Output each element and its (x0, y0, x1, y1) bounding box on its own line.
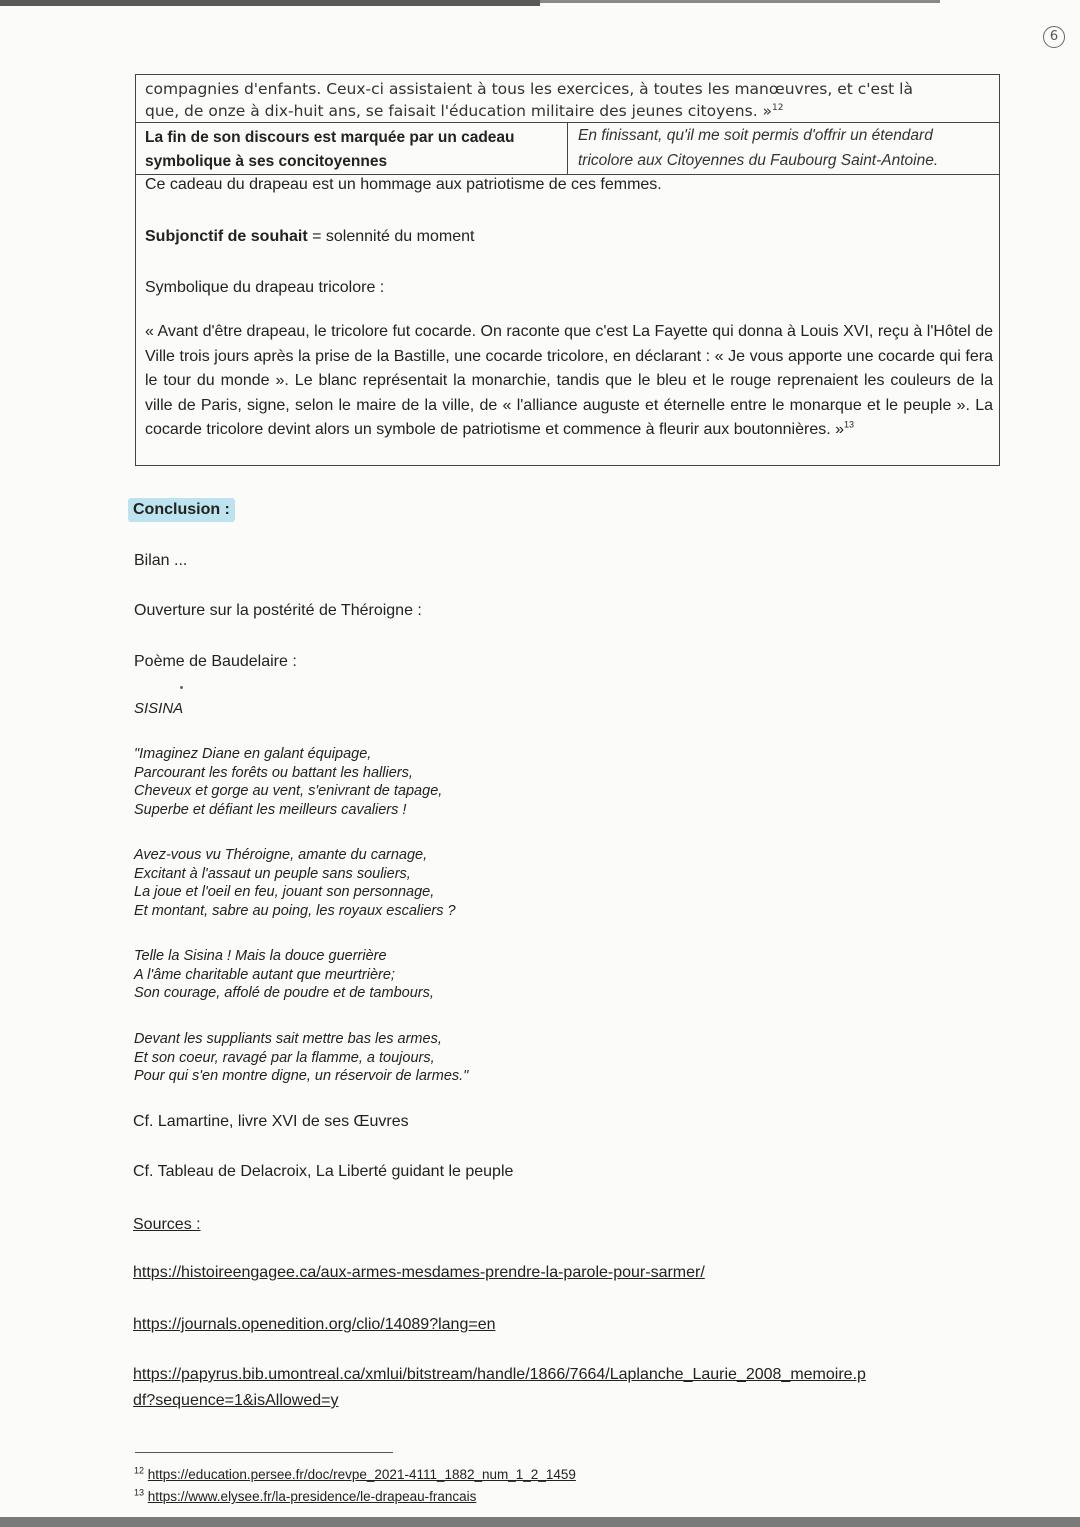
source-link-openedition[interactable]: https://journals.openedition.org/clio/14089?lang=en (133, 1316, 496, 1333)
table-left-cell (145, 126, 515, 174)
poem-line: A l'âme charitable autant que meurtrière; (134, 966, 395, 983)
poem-line: Parcourant les forêts ou battant les halliers, (134, 764, 413, 781)
poem-line: La joue et l'oeil en feu, jouant son personnage, (134, 884, 435, 900)
subjonctif-note: Subjonctif de souhait = solennité du moment (145, 228, 475, 245)
poem-stanza-2 (134, 846, 456, 920)
footnote-number: 12 (134, 1465, 145, 1476)
poem-line: Et son coeur, ravagé par la flamme, a toujours, (134, 1049, 435, 1066)
cf-delacroix: Cf. Tableau de Delacroix, La Liberté guidant le peuple (133, 1163, 514, 1180)
poem-stanza-4 (134, 1030, 468, 1086)
page-number: 6 (1043, 26, 1065, 48)
source-link-papyrus-continued[interactable]: df?sequence=1&isAllowed=y (133, 1392, 339, 1409)
poem-title: SISINA (134, 700, 184, 717)
bilan-text: Bilan ... (134, 552, 188, 569)
quote-continuation (145, 78, 913, 122)
scan-speck (180, 686, 183, 689)
poem-intro: Poème de Baudelaire : (134, 653, 297, 670)
cf-lamartine: Cf. Lamartine, livre XVI de ses Œuvres (133, 1113, 409, 1130)
poem-stanza-1 (134, 745, 442, 819)
poem-line: Avez-vous vu Théroigne, amante du carnage, (134, 847, 428, 863)
poem-line: Devant les suppliants sait mettre bas les armes, (134, 1031, 442, 1047)
poem-line: Telle la Sisina ! Mais la douce guerrière (134, 948, 387, 964)
cell-line: La fin de son discours est marquée par un cadeau (145, 129, 515, 146)
table-right-cell-quote (578, 123, 938, 173)
poem-stanza-3 (134, 947, 434, 1003)
footnote-ref: 13 (844, 419, 855, 430)
conclusion-heading: Conclusion : (128, 498, 235, 522)
footnote-separator (135, 1452, 393, 1453)
source-link-histoireengagee[interactable]: https://histoireengagee.ca/aux-armes-mesdames-prendre-la-parole-pour-sarmer/ (133, 1264, 705, 1281)
symbolique-quote: « Avant d'être drapeau, le tricolore fut cocarde. On raconte que c'est La Fayette qui donna à Louis XVI, reçu à l'Hôtel de Ville trois jours après la prise de la Bastille, une cocarde tricolore, en déclarant : « Je vous apporte une cocarde qui fera le tour du monde ». Le blanc représentait la monarchie, tandis que le bleu et le rouge reprenaient les couleurs de la ville de Paris, signe, selon le maire de la ville, de « l'alliance auguste et éternelle entre le monarque et le peuple ». La cocarde tricolore devint alors un symbole de patriotisme et commence à fleurir aux boutonnières. »$^{13}$ (145, 323, 993, 438)
poem-line: Pour qui s'en montre digne, un réservoir de larmes." (134, 1068, 469, 1084)
footnote-12 (134, 1466, 576, 1484)
cell-line: tricolore aux Citoyennes du Faubourg Saint-Antoine. (578, 152, 939, 169)
cell-line: symbolique à ses concitoyennes (145, 153, 388, 170)
poem-line: Son courage, affolé de poudre et de tambours, (134, 985, 434, 1001)
cell-line: En finissant, qu'il me soit permis d'offrir un étendard (578, 127, 933, 144)
poem-line: Superbe et défiant les meilleurs cavaliers ! (134, 801, 407, 818)
footnote-13 (134, 1488, 476, 1506)
poem-line: "Imaginez Diane en galant équipage, (134, 746, 372, 762)
quote-line: compagnies d'enfants. Ceux-ci assistaient à tous les exercices, à toutes les manœuvres, et c'est là (145, 80, 913, 98)
footnote-number: 13 (134, 1487, 145, 1498)
poem-line: Et montant, sabre au poing, les royaux escaliers ? (134, 902, 456, 919)
poem-line: Cheveux et gorge au vent, s'enivrant de tapage, (134, 783, 443, 799)
scan-edge-top (0, 0, 540, 6)
footnote-link[interactable]: https://education.persee.fr/doc/revpe_2021-4111_1882_num_1_2_1459 (147, 1467, 576, 1482)
sources-heading: Sources : (133, 1216, 201, 1233)
table-column-divider (567, 122, 568, 174)
table-note: Ce cadeau du drapeau est un hommage aux patriotisme de ces femmes. (145, 176, 662, 193)
ouverture-text: Ouverture sur la postérité de Théroigne : (134, 602, 422, 619)
source-link-papyrus[interactable]: https://papyrus.bib.umontreal.ca/xmlui/bitstream/handle/1866/7664/Laplanche_Laurie_2008_memoire.p (133, 1366, 866, 1383)
symbolique-title: Symbolique du drapeau tricolore : (145, 279, 385, 296)
scan-edge-top (540, 0, 940, 3)
footnote-ref: 12 (772, 102, 784, 113)
footnote-link[interactable]: https://www.elysee.fr/la-presidence/le-drapeau-francais (147, 1489, 477, 1504)
poem-line: Excitant à l'assaut un peuple sans souliers, (134, 865, 411, 882)
scan-edge-bottom (0, 1517, 1080, 1527)
quote-line: que, de onze à dix-huit ans, se faisait l'éducation militaire des jeunes citoyens. »$^{12}$ (145, 102, 784, 120)
